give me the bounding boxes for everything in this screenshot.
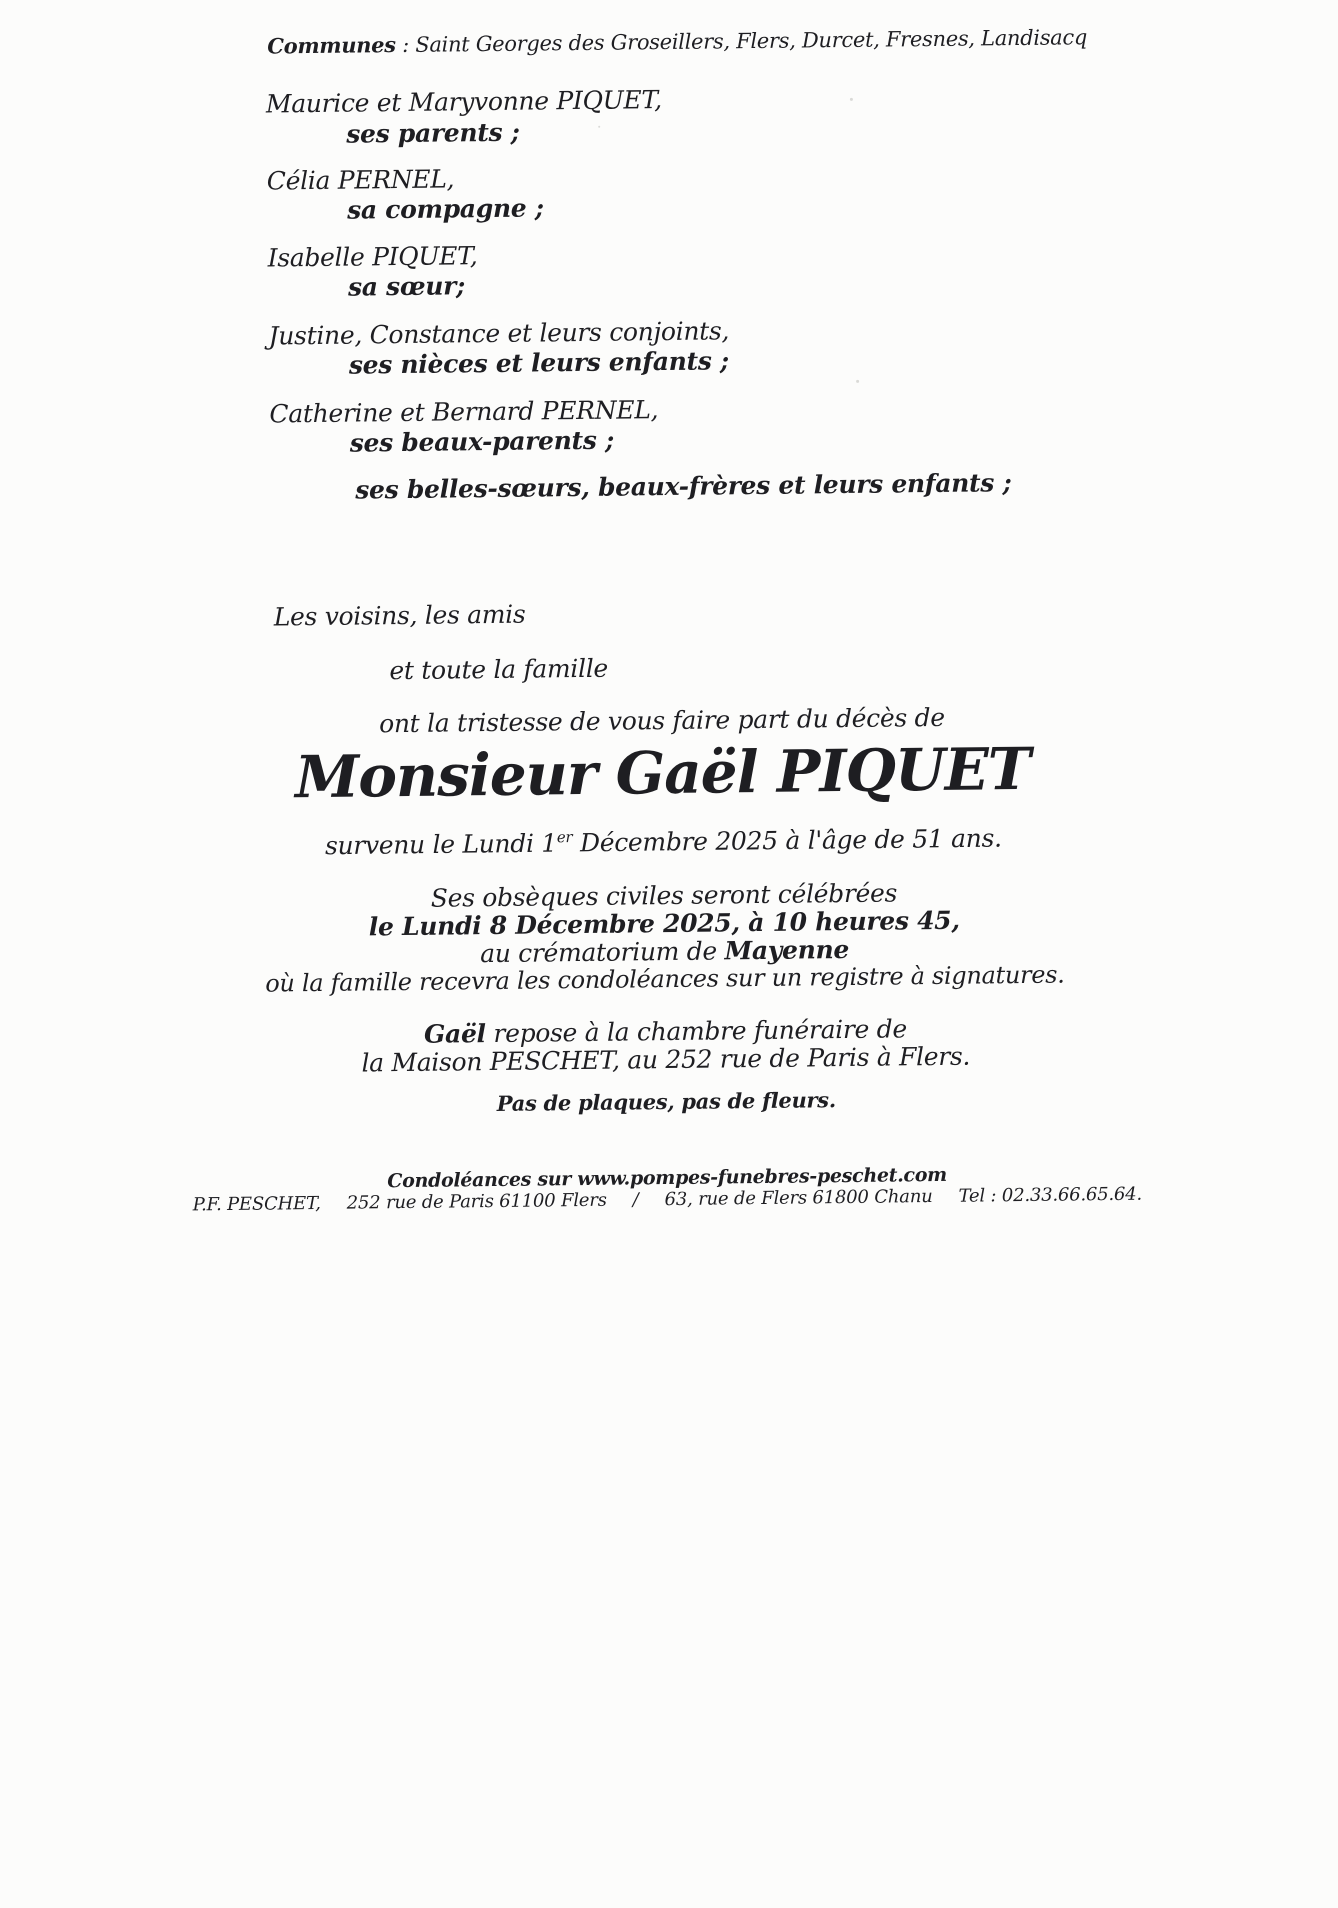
communes-label: Communes [267, 32, 396, 59]
family-relation: sa sœur; [347, 271, 466, 302]
announcement-line: ont la tristesse de vous faire part du décès de [378, 702, 945, 739]
family-names: Justine, Constance et leurs conjoints, [268, 316, 730, 351]
repose-line-2: la Maison PESCHET, au 252 rue de Paris à Flers. [361, 1041, 971, 1078]
funeral-home-address-2: 63, rue de Flers 61800 Chanu [664, 1186, 933, 1211]
communes-list: : Saint Georges des Groseillers, Flers, Durcet, Fresnes, Landisacq [395, 25, 1088, 58]
family-names: Célia PERNEL, [266, 164, 455, 196]
funeral-date-line: le Lundi 8 Décembre 2025, à 10 heures 45, [368, 905, 960, 942]
funeral-place-name: Mayenne [724, 934, 850, 966]
death-date-line [1, 821, 1325, 865]
death-date-ordinal: er [556, 828, 573, 847]
family-relation: ses parents ; [346, 117, 520, 149]
register-line: où la famille recevra les condoléances sur un registre à signatures. [265, 960, 1065, 998]
family-names: Catherine et Bernard PERNEL, [269, 395, 659, 429]
funeral-intro-line: Ses obsèques civiles seront célébrées [430, 878, 898, 913]
family-names: Isabelle PIQUET, [267, 241, 478, 273]
scan-speck [598, 126, 600, 128]
funeral-home-name: P.F. PESCHET, [192, 1192, 321, 1216]
family-relation: ses beaux-parents ; [349, 425, 615, 458]
deceased-name-title: Monsieur Gaël PIQUET [294, 734, 1031, 812]
scan-speck [856, 380, 859, 383]
death-date-prefix: survenu le Lundi 1 [324, 828, 558, 861]
death-date-suffix: Décembre 2025 à l'âge de 51 ans. [572, 823, 1002, 858]
repose-first-name: Gaël [423, 1019, 486, 1049]
whole-family-line: et toute la famille [389, 653, 609, 686]
scan-speck [850, 98, 853, 101]
address-separator: / [632, 1189, 639, 1211]
communes-line [267, 25, 1087, 58]
condolences-website-line: Condoléances sur www.pompes-funebres-peschet.com [387, 1163, 948, 1193]
family-relation: sa compagne ; [346, 193, 544, 225]
funeral-home-address-1: 252 rue de Paris 61100 Flers [346, 1189, 607, 1214]
funeral-home-phone: Tel : 02.33.66.65.64. [958, 1183, 1143, 1207]
neighbors-line: Les voisins, les amis [273, 599, 526, 632]
funeral-place-prefix: au crématorium de [479, 936, 725, 969]
repose-line-rest: repose à la chambre funéraire de [485, 1014, 908, 1049]
family-names: Maurice et Maryvonne PIQUET, [265, 85, 662, 119]
family-relation: ses nièces et leurs enfants ; [348, 346, 730, 380]
no-plaques-line: Pas de plaques, pas de fleurs. [496, 1087, 836, 1116]
in-laws-line: ses belles-sœurs, beaux-frères et leurs enfants ; [355, 468, 1012, 505]
